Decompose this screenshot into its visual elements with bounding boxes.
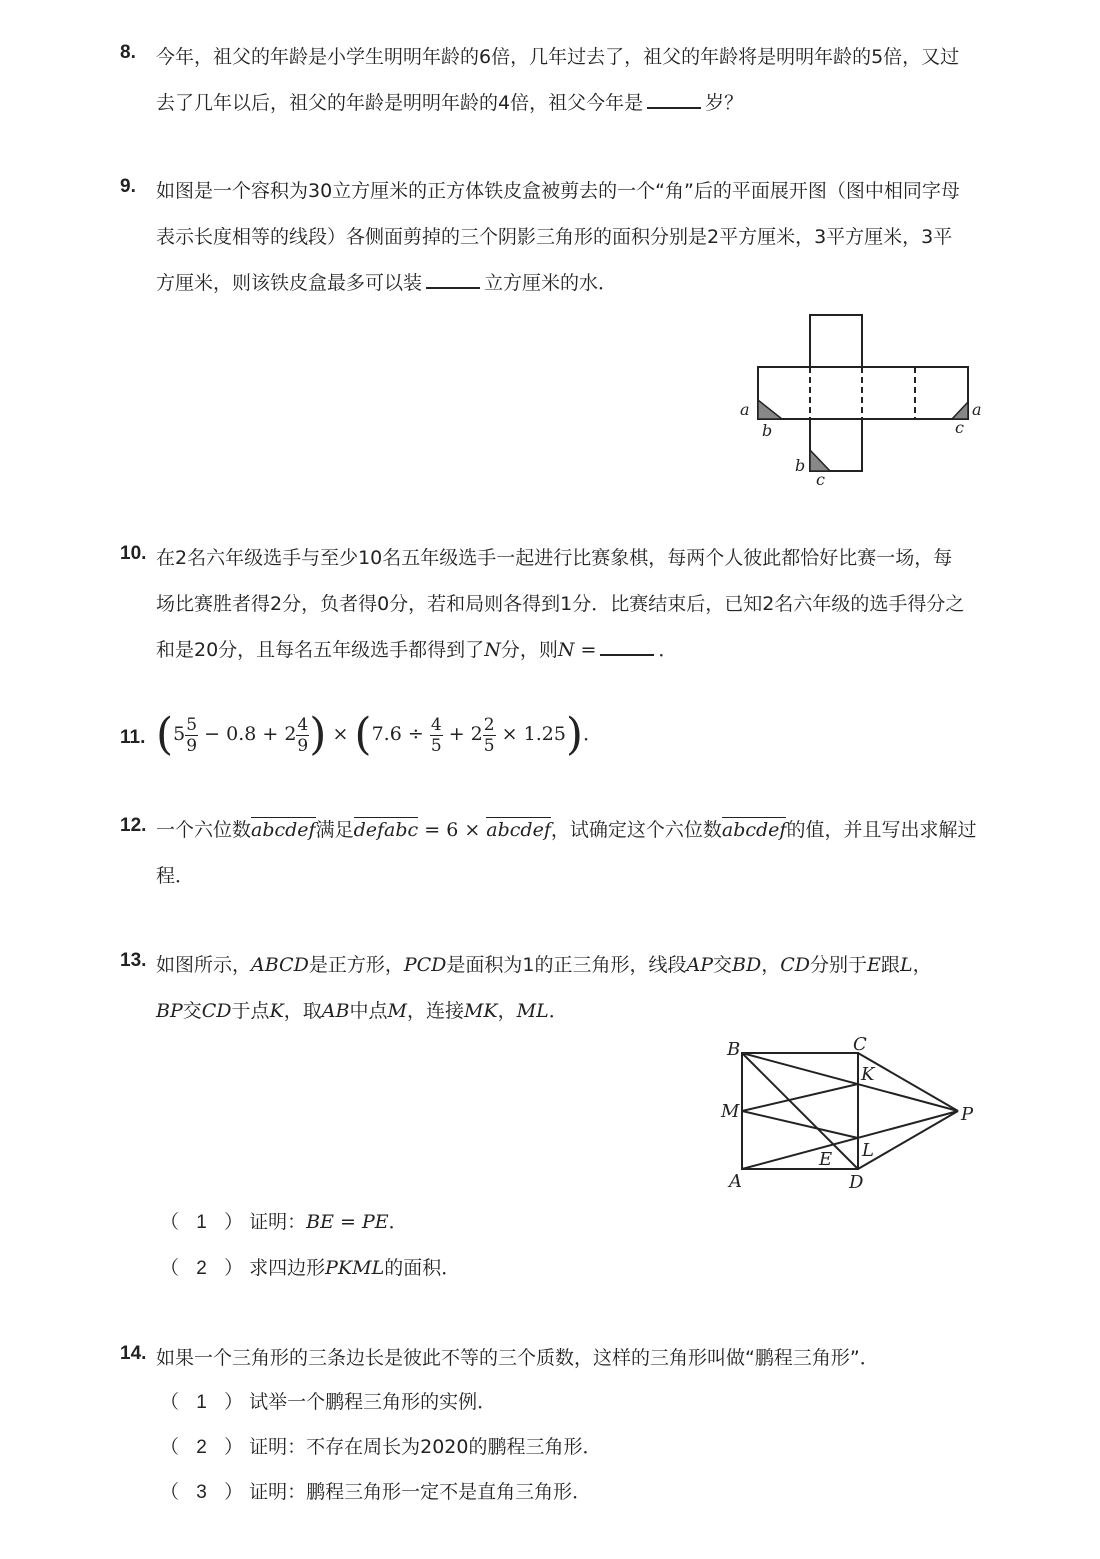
answer-blank	[426, 286, 480, 289]
label-L: L	[862, 1140, 874, 1161]
problem-text-line: BP交CD于点K，取AB中点M，连接MK，ML．	[156, 1000, 568, 1022]
math-expression: (5 $\frac{5}{9}$ − 0.8 + 2 $\frac{4}{9}$ ) × (7.6 ÷ $\frac{4}{5}$ + 2 $\frac{2}{5}$ × 1.25)．	[156, 709, 603, 760]
segment-bd	[742, 1053, 858, 1169]
label-E: E	[819, 1149, 833, 1170]
label-C: C	[853, 1034, 867, 1055]
label-M: M	[721, 1101, 740, 1122]
problem-text-line: 一个六位数abcdef满足defabc = 6 × abcdef，试确定这个六位数abcdef的值，并且写出求解过	[156, 819, 977, 841]
problem-number: 14.	[120, 1343, 147, 1364]
sub-question-1: （ 1 ）证明：BE = PE．	[160, 1211, 408, 1233]
shaded-triangle	[810, 450, 830, 471]
label-a: a	[972, 400, 982, 419]
problem-number: 9.	[120, 176, 136, 197]
fraction: $\frac{4}{9}$	[297, 714, 309, 756]
net-top-face	[810, 315, 862, 367]
fraction: $\frac{4}{5}$	[430, 714, 442, 756]
problem-text-line: 表示长度相等的线段）各侧面剪掉的三个阴影三角形的面积分别是2平方厘米，3平方厘米，3平	[156, 226, 953, 248]
label-A: A	[729, 1171, 742, 1192]
fraction: $\frac{2}{5}$	[483, 714, 495, 756]
problem-text-line: 和是20分，且每名五年级选手都得到了N分，则N = ．	[156, 639, 678, 661]
shaded-triangle	[758, 400, 782, 419]
label-K: K	[861, 1064, 875, 1085]
label-b: b	[795, 456, 806, 475]
problem-text-line: 今年，祖父的年龄是小学生明明年龄的6倍，几年过去了，祖父的年龄将是明明年龄的5倍，又过	[156, 46, 960, 68]
problem-text-line: 如果一个三角形的三条边长是彼此不等的三个质数，这样的三角形叫做“鹏程三角形”．	[156, 1347, 879, 1369]
problem-text-line: 在2名六年级选手与至少10名五年级选手一起进行比赛象棋，每两个人彼此都恰好比赛一场，每	[156, 547, 953, 569]
label-a: a	[740, 400, 750, 419]
label-c: c	[955, 418, 964, 437]
problem-text-line: 场比赛胜者得2分，负者得0分，若和局则各得到1分．比赛结束后，已知2名六年级的选手得分之	[156, 593, 965, 615]
problem-number: 8.	[120, 42, 136, 63]
sub-question-2: （ 2 ）求四边形PKML的面积．	[160, 1257, 461, 1279]
shaded-triangle	[952, 402, 968, 419]
sub-question-1: （ 1 ）试举一个鹏程三角形的实例．	[160, 1391, 497, 1413]
problem-text-line: 程．	[156, 865, 195, 887]
label-b: b	[762, 421, 773, 440]
problem-number: 11.	[120, 727, 146, 748]
segment-ml	[742, 1111, 858, 1138]
label-D: D	[849, 1172, 864, 1193]
label-P: P	[961, 1104, 974, 1125]
answer-blank	[600, 653, 654, 656]
square-triangle-figure	[715, 1030, 985, 1195]
segment-mk	[742, 1084, 858, 1111]
label-c: c	[816, 470, 825, 489]
answer-blank	[647, 106, 701, 109]
problem-number: 12.	[120, 815, 147, 836]
problem-text-line: 如图所示，ABCD是正方形，PCD是面积为1的正三角形，线段AP交BD，CD分别于E跟L，	[156, 954, 932, 976]
problem-text-line: 去了几年以后，祖父的年龄是明明年龄的4倍，祖父今年是 岁？	[156, 92, 744, 114]
label-B: B	[727, 1039, 741, 1060]
problem-text-line: 方厘米，则该铁皮盒最多可以装 立方厘米的水．	[156, 272, 618, 294]
sub-question-2: （ 2 ）证明：不存在周长为2020的鹏程三角形．	[160, 1436, 602, 1458]
sub-question-3: （ 3 ）证明：鹏程三角形一定不是直角三角形．	[160, 1481, 592, 1503]
cube-net-figure	[730, 305, 990, 495]
problem-text-line: 如图是一个容积为30立方厘米的正方体铁皮盒被剪去的一个“角”后的平面展开图（图中相同字母	[156, 180, 960, 202]
fraction: $\frac{5}{9}$	[186, 714, 198, 756]
problem-number: 10.	[120, 543, 147, 564]
segment-bp	[742, 1053, 958, 1111]
problem-number: 13.	[120, 950, 147, 971]
